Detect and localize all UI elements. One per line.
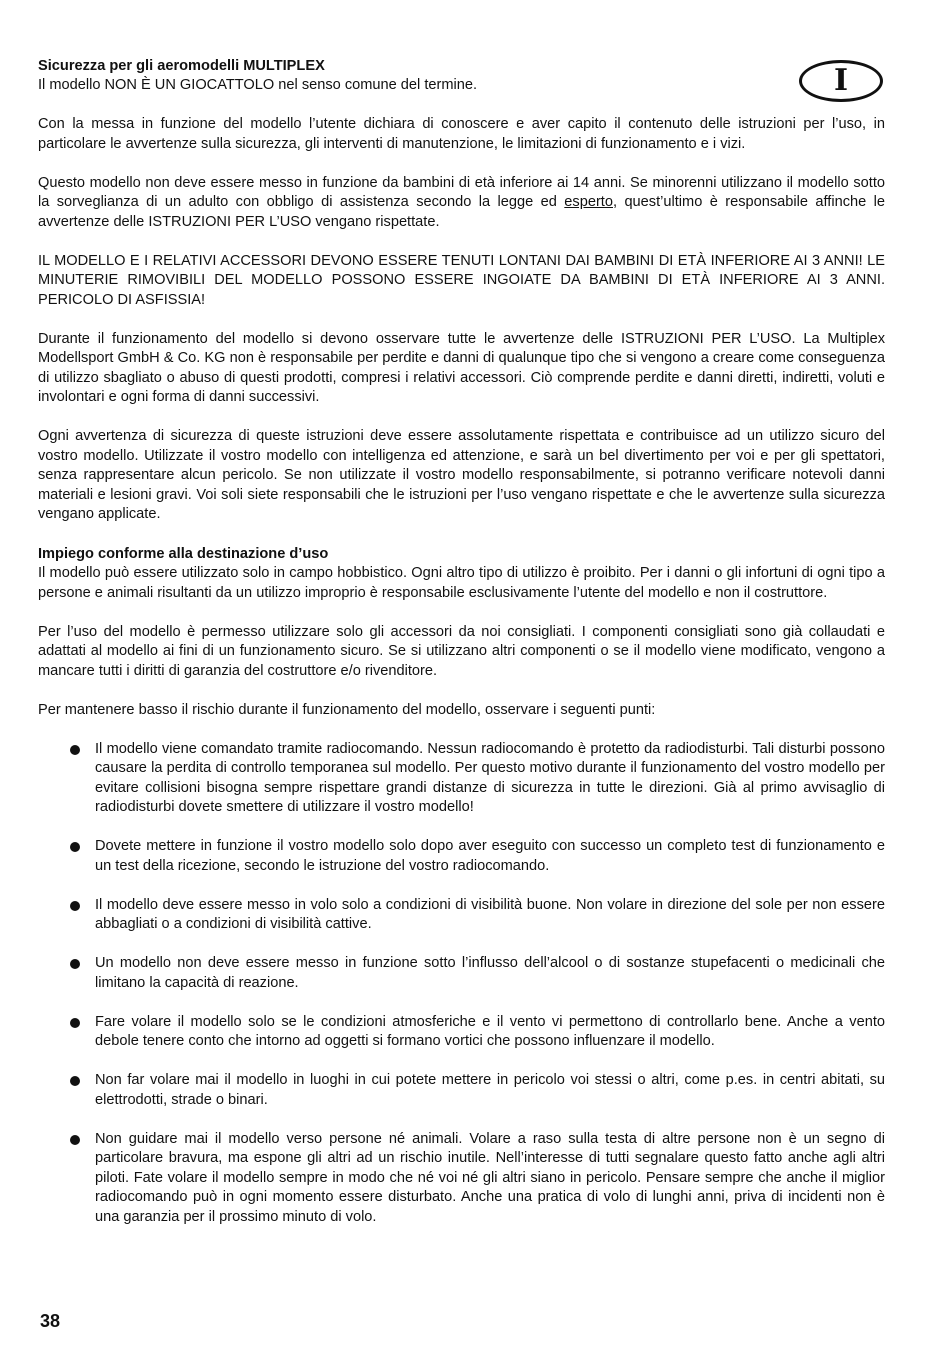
safety-heading: Sicurezza per gli aeromodelli MULTIPLEX [38,58,325,74]
list-item-text: Dovete mettere in funzione il vostro modello solo dopo aver eseguito con successo un completo test di funzionamento e un test della ricezione, secondo le istruzione del vostro radiocomando. [95,838,885,874]
safety-bullet-list [38,740,885,1228]
bullet-icon [70,842,80,852]
paragraph-age-limit-part1: Questo modello non deve essere messo in funzione da bambini di età inferiore ai 14 anni. Se minorenni utilizzano il modello sotto la sorveglianza di un adulto con obbligo di assistenza secondo la legge ed [38,174,885,210]
list-item [38,740,885,818]
bullet-icon [70,1018,80,1028]
list-item [38,1013,885,1052]
paragraph-children-warning: IL MODELLO E I RELATIVI ACCESSORI DEVONO ESSERE TENUTI LONTANI DAI BAMBINI DI ETÀ INFERIORE AI 3 ANNI! LE MINUTERIE RIMOVIBILI DEL MODELLO POSSONO ESSERE INGOIATE DA BAMBINI DI ETÀ INFERIORE AI 3 ANNI. PERICOLO DI ASFISSIA! [38,252,885,308]
bullet-icon [70,1076,80,1086]
bullet-icon [70,1135,80,1145]
list-item-text: Un modello non deve essere messo in funzione sotto l’influsso dell’alcool o di sostanze stupefacenti o medicinali che limitano la capacità di reazione. [95,955,885,991]
paragraph-age-limit [38,174,885,233]
paragraph-liability: Durante il funzionamento del modello si devono osservare tutte le avvertenze delle ISTRUZIONI PER L’USO. La Multiplex Modellsport GmbH & Co. KG non è responsabile per perdite e danni di qualunque tipo che si vengono a creare come conseguenza di utilizzo sbagliato o abuso di questi prodotti, compresi i relativi accessori. Ciò comprende perdite e danni diretti, indiretti, voluti e involontari e ogni forma di danni successivi. [38,330,885,405]
paragraph-risk-points-intro: Per mantenere basso il rischio durante il funzionamento del modello, osservare i seguenti punti: [38,701,656,718]
paragraph-age-limit-part2: , quest’ultimo è responsabile affinche le avvertenze delle ISTRUZIONI PER L’USO vengano rispettate. [38,194,886,230]
paragraph-safety-notes: Ogni avvertenza di sicurezza di queste istruzioni deve essere assolutamente rispettata e contribuisce ad un utilizzo sicuro del vostro modello. Utilizzate il vostro modello con intelligenza ed attenzione, e sarà un bel divertimento per voi e per gli spettatori, senza rappresentare alcun pericolo. Se non utilizzate il vostro modello responsabilmente, si potranno verificare notevoli danni materiali e lesioni gravi. Voi soli siete responsabili che le istruzioni per l’uso vengano rispettate e che le avvertenze sulla sicurezza vengano applicate. [38,428,885,522]
bullet-icon [70,745,80,755]
list-item [38,1130,885,1228]
paragraph-accessories: Per l’uso del modello è permesso utilizzare solo gli accessori da noi consigliati. I componenti consigliati sono già collaudati e adattati al modello ai fini di un funzionamento sicuro. Se si utilizzano altri componenti o se il modello viene modificato, vengono a mancare tutti i diritti di garanzia del costruttore e/o rivenditore. [38,623,885,679]
list-item-text: Il modello deve essere messo in volo solo a condizioni di visibilità buone. Non volare in direzione del sole per non essere abbagliati o a condizioni di visibilità cattive. [95,896,885,932]
list-item-text: Fare volare il modello solo se le condizioni atmosferiche e il vento vi permettono di controllarlo bene. Anche a vento debole tenere conto che intorno ad oggetti si formano vortici che possono influenzare il modello. [95,1013,885,1049]
list-item-text: Non guidare mai il modello verso persone né animali. Volare a raso sulla testa di altre persone non è un segno di particolare bravura, ma espone gli altri ad un rischio inutile. Nell’interesse di tutti segnalare questo fatto anche agli altri piloti. Fate volare il modello sempre in modo che né voi né gli altri siano in pericolo. Pensare sempre che anche il miglior radiocomando può in ogni momento essere disturbato. Anche una pratica di volo di lunghi anni, priva di incidenti non è una garanzia per il prossimo minuto di volo. [95,1130,885,1225]
bullet-icon [70,901,80,911]
paragraph-hobby-use: Il modello può essere utilizzato solo in campo hobbistico. Ogni altro tipo di utilizzo è proibito. Per i danni o gli infortuni di ogni tipo a persone e animali risultanti da un utilizzo improprio è responsabile esclusivamente l’utente del modello e non il costruttore. [38,565,885,601]
list-item-text: Non far volare mai il modello in luoghi in cui potete mettere in pericolo voi stessi o altri, come p.es. in centri abitati, su elettrodotti, strade o binari. [95,1072,885,1108]
underlined-word-esperto: esperto [564,194,613,210]
intended-use-heading: Impiego conforme alla destinazione d’uso [38,546,329,562]
list-item-text: Il modello viene comandato tramite radiocomando. Nessun radiocomando è protetto da radiodisturbi. Tali disturbi possono causare la perdita di controllo temporanea sul modello. Per questo motivo durante il funzionamento del vostro modello per evitare collisioni bisogna sempre rispettare grandi distanze di sicurezza in tutte le direzioni. Già al primo avvisaglio di radiodisturbi dovete smettere di utilizzare il vostro modello! [95,740,885,815]
language-badge: I [799,60,883,102]
list-item [38,837,885,876]
paragraph-not-a-toy: Il modello NON È UN GIOCATTOLO nel senso comune del termine. [38,77,478,93]
list-item [38,1071,885,1110]
page-content [38,56,885,1247]
page-number: 38 [40,1311,61,1331]
list-item [38,896,885,935]
bullet-icon [70,959,80,969]
paragraph-user-declaration: Con la messa in funzione del modello l’utente dichiara di conoscere e aver capito il contenuto delle istruzioni per l’uso, in particolare le avvertenze sulla sicurezza, gli interventi di manutenzione, le limitazioni di funzionamento e i vizi. [38,116,885,152]
list-item [38,954,885,993]
